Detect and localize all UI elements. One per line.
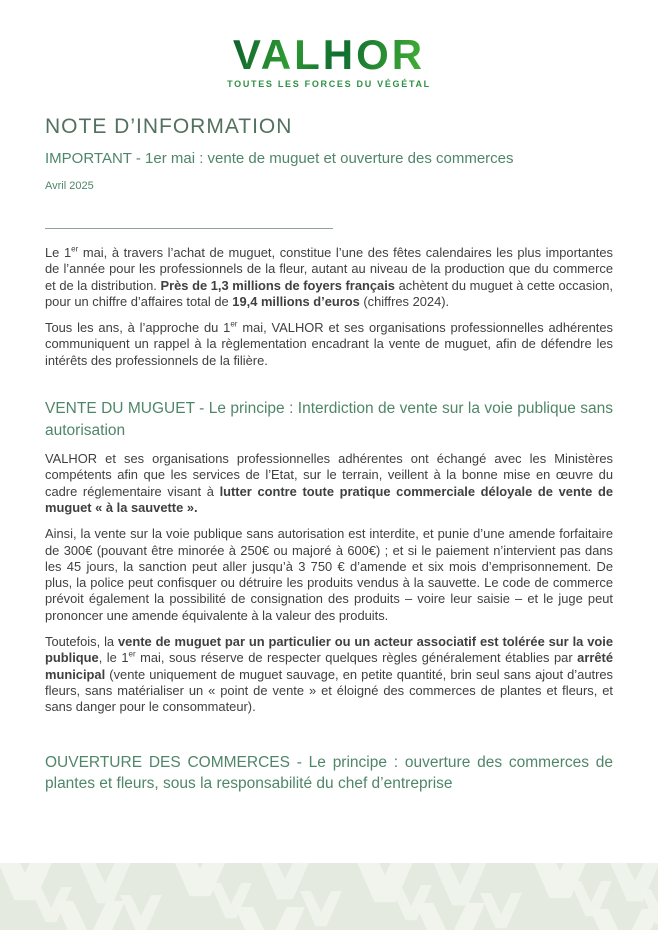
brand-tagline: TOUTES LES FORCES DU VÉGÉTAL xyxy=(227,79,431,89)
footer-decorative-band xyxy=(0,863,658,930)
document-body xyxy=(0,115,658,795)
section-title-vente-muguet: VENTE DU MUGUET - Le principe : Interdiction de vente sur la voie publique sans autorisation xyxy=(45,400,613,439)
section1-paragraph-2: Ainsi, la vente sur la voie publique sans autorisation est interdite, et punie d’une amende forfaitaire de 300€ (pouvant être minorée à 250€ ou majoré à 600€) ; et si le paiement n’intervient pas dans les 45 jours, la sanction peut aller jusqu’à 3 750 € d’amende et six mois d’emprisonnement. De plus, la police peut confisquer ou détruire les produits vendus à la sauvette. Le code de commerce prévoit également la possibilité de consignation des produits – voire leur saisie – et le juge peut prononcer une amende équivalente à la valeur des produits. xyxy=(45,526,613,623)
brand-header xyxy=(0,0,658,89)
section1-paragraph-3: Toutefois, la vente de muguet par un particulier ou un acteur associatif est tolérée sur la voie publique, le 1er mai, sous réserve de respecter quelques règles généralement établies par arrêté municipal (vente uniquement de muguet sauvage, en petite quantité, brin seul sans ajout d’autres fleurs, sans matérialiser un « point de vente » et éloigné des commerces de plantes et fleurs, et sans danger pour le consommateur). xyxy=(45,634,614,715)
doc-subject: IMPORTANT - 1er mai : vente de muguet et ouverture des commerces xyxy=(45,150,514,167)
section1-paragraph-1: VALHOR et ses organisations professionnelles adhérentes ont échangé avec les Ministères compétents afin que les services de l’Etat, sur le terrain, veillent à la bonne mise en œuvre du cadre réglementaire visant à lutter contre toute pratique commerciale déloyale de vente de muguet « à la sauvette ». xyxy=(45,451,613,515)
divider-line xyxy=(45,228,333,229)
intro-paragraph-2: Tous les ans, à l’approche du 1er mai, VALHOR et ses organisations professionnelles adhérentes communiquent un rappel à la règlementation encadrant la vente de muguet, afin de défendre les intérêts des professionnels de la filière. xyxy=(45,319,614,368)
doc-date: Avril 2025 xyxy=(45,180,94,192)
doc-type-title: NOTE D’INFORMATION xyxy=(45,115,293,138)
valhor-logo: VALHOR xyxy=(232,31,426,78)
section-title-ouverture-commerces: OUVERTURE DES COMMERCES - Le principe : ouverture des commerces de plantes et fleurs, sous la responsabilité du chef d’entreprise xyxy=(45,753,613,793)
intro-paragraph-1: Le 1er mai, à travers l’achat de muguet, constitue l’une des fêtes calendaires les plus importantes de l’année pour les professionnels de la fleur, autant au niveau de la production que du commerce et de la distribution. Près de 1,3 millions de foyers français achètent du muguet à cette occasion, pour un chiffre d’affaires total de 19,4 millions d’euros (chiffres 2024). xyxy=(45,244,614,309)
valhor-v-pattern-icon xyxy=(0,863,658,930)
